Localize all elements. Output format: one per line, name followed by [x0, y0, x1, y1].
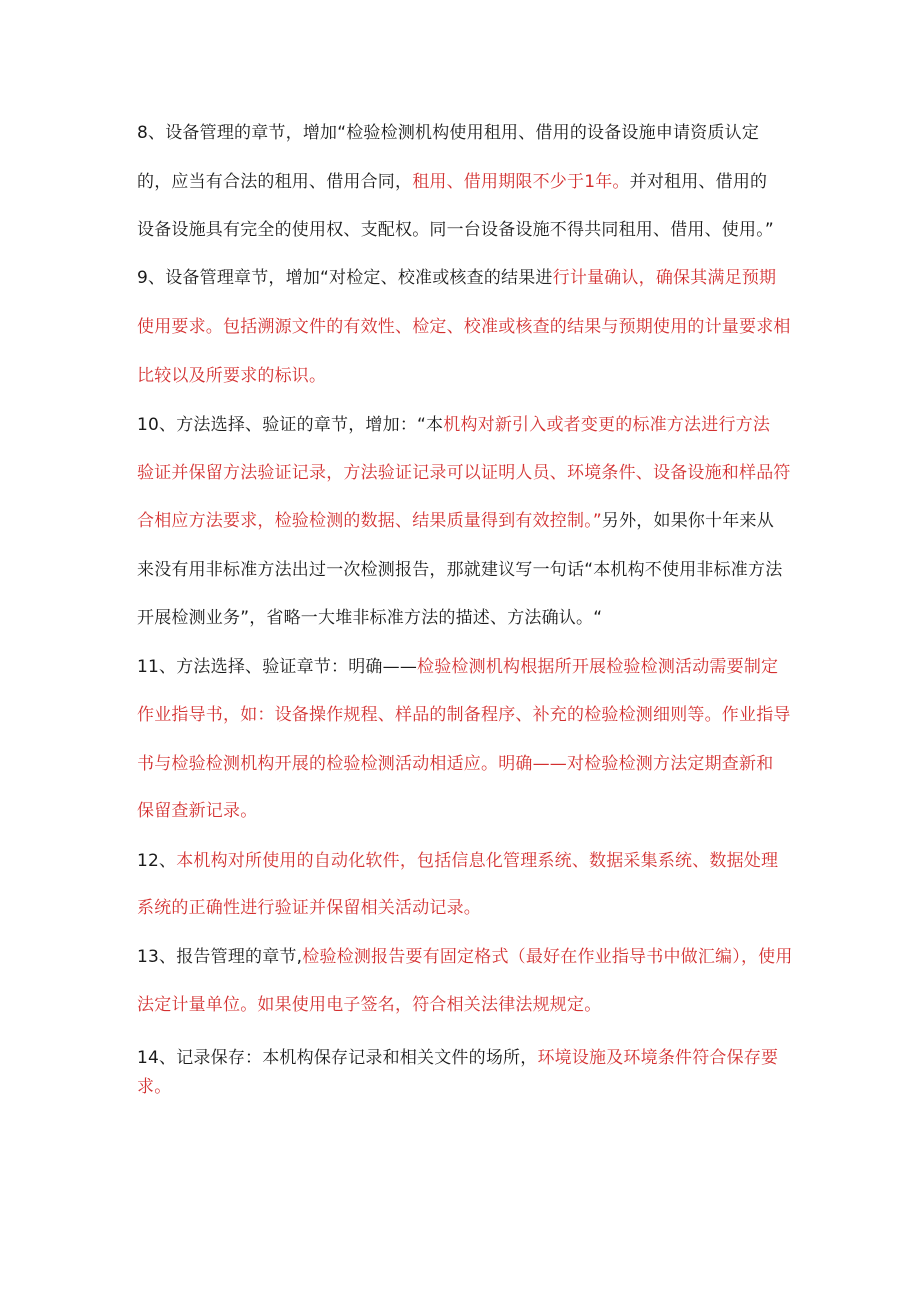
text-line	[137, 1075, 171, 1099]
text-segment-highlight: 检验检测报告要有固定格式（最好在作业指导书中做汇编），使用	[302, 947, 793, 967]
text-line	[137, 315, 791, 339]
text-line	[137, 655, 778, 679]
text-segment: 另外，如果你十年来从	[601, 511, 774, 531]
text-segment: 8、设备管理的章节，增加“检验检测机构使用租用、借用的设备设施申请资质认定	[137, 123, 760, 143]
text-line	[137, 266, 776, 290]
text-segment: 14、记录保存：本机构保存记录和相关文件的场所，	[137, 1048, 538, 1068]
text-segment-highlight: 系统的正确性进行验证并保留相关活动记录。	[137, 898, 481, 918]
text-segment-highlight: 书与检验检测机构开展的检验检测活动相适应。明确——对检验检测方法定期查新和	[137, 754, 774, 774]
text-line	[137, 509, 774, 533]
text-segment: 12、	[137, 851, 177, 871]
text-segment: 13、报告管理的章节,	[137, 947, 303, 967]
text-line	[137, 1046, 778, 1070]
text-segment-highlight: 行计量确认，确保其满足预期	[552, 268, 777, 288]
text-segment: 设备设施具有完全的使用权、支配权。同一台设备设施不得共同租用、借用、使用。”	[137, 220, 774, 240]
text-segment: 开展检测业务”，省略一大堆非标准方法的描述、方法确认。“	[137, 608, 603, 628]
text-segment: 9、设备管理章节，增加“对检定、校准或核查的结果进	[137, 268, 553, 288]
text-segment-highlight: 本机构对所使用的自动化软件，包括信息化管理系统、数据采集系统、数据处理	[176, 851, 779, 871]
text-segment-highlight: 验证并保留方法验证记录，方法验证记录可以证明人员、环境条件、设备设施和样品符	[137, 463, 791, 483]
text-line	[137, 849, 778, 873]
text-segment: 10、方法选择、验证的章节，增加：“本	[137, 415, 444, 435]
text-line	[137, 218, 774, 242]
text-segment: 并对租用、借用的	[629, 172, 768, 192]
text-line	[137, 364, 326, 388]
text-segment-highlight: 机构对新引入或者变更的标准方法进行方法	[443, 415, 771, 435]
text-segment-highlight: 作业指导书，如：设备操作规程、样品的制备程序、补充的检验检测细则等。作业指导	[137, 705, 791, 725]
text-line	[137, 896, 481, 920]
text-segment-highlight: 环境设施及环境条件符合保存要	[537, 1048, 779, 1068]
text-line	[137, 799, 257, 823]
text-line	[137, 170, 767, 194]
text-line	[137, 752, 773, 776]
text-segment: 的，应当有合法的租用、借用合同，	[137, 172, 413, 192]
text-line	[137, 413, 770, 437]
text-segment-highlight: 租用、借用期限不少于1年。	[412, 172, 630, 192]
text-segment-highlight: 求。	[137, 1077, 172, 1097]
text-segment-highlight: 比较以及所要求的标识。	[137, 366, 327, 386]
text-segment: 11、方法选择、验证章节：明确——	[137, 657, 418, 677]
text-line	[137, 121, 759, 145]
text-segment-highlight: 保留查新记录。	[137, 801, 258, 821]
text-segment: 来没有用非标准方法出过一次检测报告，那就建议写一句话“本机构不使用非标准方法	[137, 560, 783, 580]
text-line	[137, 945, 793, 969]
text-segment-highlight: 合相应方法要求，检验检测的数据、结果质量得到有效控制。”	[137, 511, 602, 531]
text-line	[137, 606, 602, 630]
text-line	[137, 703, 791, 727]
text-line	[137, 993, 601, 1017]
text-segment-highlight: 使用要求。包括溯源文件的有效性、检定、校准或核查的结果与预期使用的计量要求相	[137, 317, 791, 337]
text-segment-highlight: 法定计量单位。如果使用电子签名，符合相关法律法规规定。	[137, 995, 602, 1015]
text-segment-highlight: 检验检测机构根据所开展检验检测活动需要制定	[417, 657, 779, 677]
text-line	[137, 558, 782, 582]
text-line	[137, 461, 791, 485]
